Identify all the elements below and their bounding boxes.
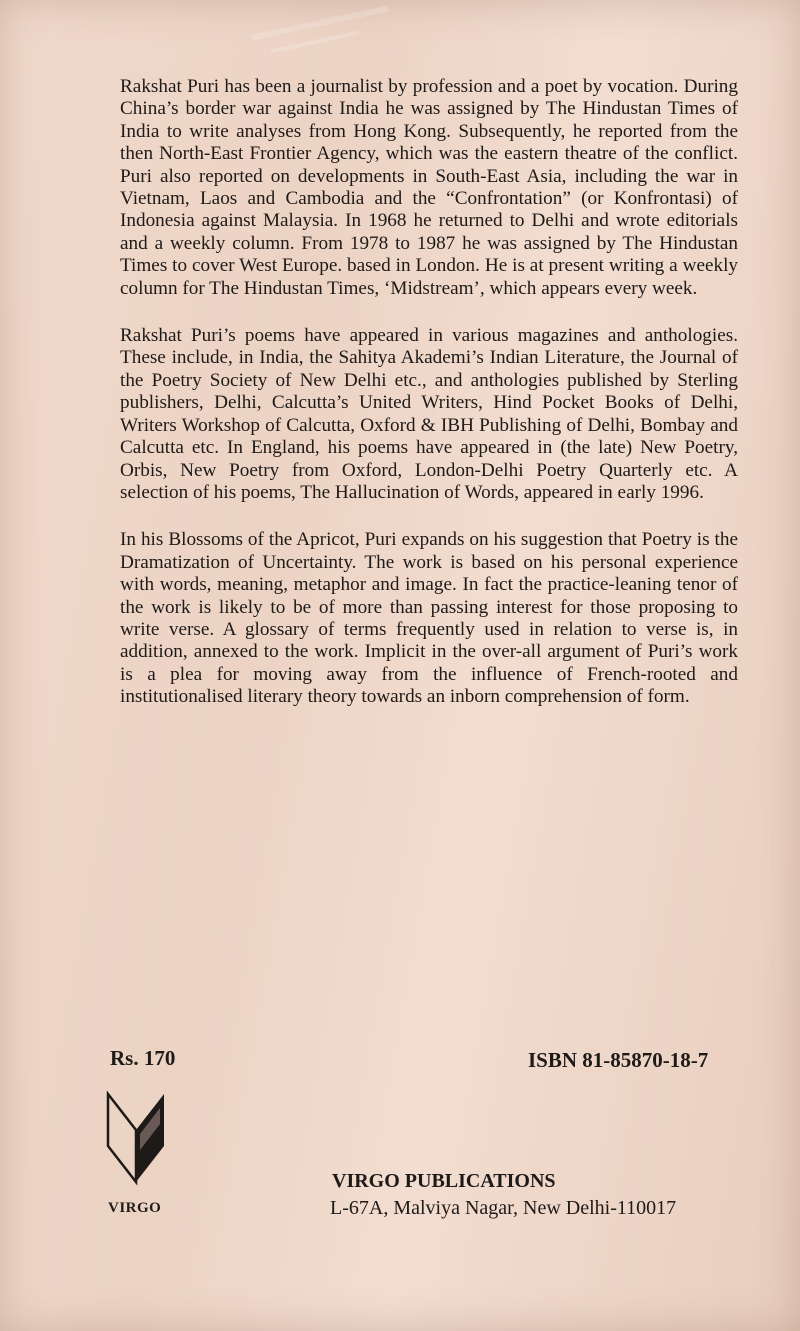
poems-paragraph: Rakshat Puri’s poems have appeared in various magazines and anthologies. These include, in India, the Sahitya Akademi’s Indian Literature, the Journal of the Poetry Society of New Delhi etc., and anthologies published by Sterling publishers, Delhi, Calcutta’s United Writers, Hind Pocket Books of Delhi, Writers Workshop of Calcutta, Oxford & IBH Publishing of Delhi, Bombay and Calcutta etc. In England, his poems have appeared in (the late) New Poetry, Orbis, New Poetry from Oxford, London-Delhi Poetry Quarterly etc. A selection of his poems, The Hallucination of Words, appeared in early 1996.	[120, 325, 738, 503]
author-blurb	[120, 76, 738, 734]
publisher-address: L-67A, Malviya Nagar, New Delhi-110017	[330, 1197, 677, 1219]
plastic-crease	[251, 6, 389, 41]
publisher-name: VIRGO PUBLICATIONS	[332, 1170, 556, 1192]
plastic-crease	[271, 31, 360, 54]
virgo-book-logo-icon	[106, 1090, 170, 1186]
logo-label: VIRGO	[108, 1200, 162, 1216]
isbn: ISBN 81-85870-18-7	[528, 1048, 709, 1072]
bio-paragraph: Rakshat Puri has been a journalist by profession and a poet by vocation. During China’s border war against India he was assigned by The Hindustan Times of India to write analyses from Hong Kong. Subsequently, he reported from the then North-East Frontier Agency, which was the eastern theatre of the conflict. Puri also reported on developments in South-East Asia, including the war in Vietnam, Laos and Cambodia and the “Confrontation” (or Konfrontasi) of Indonesia against Malaysia. In 1968 he returned to Delhi and wrote editorials and a weekly column. From 1978 to 1987 he was assigned by The Hindustan Times to cover West Europe. based in London. He is at present writing a weekly column for The Hindustan Times, ‘Midstream’, which appears every week.	[120, 76, 738, 299]
book-paragraph: In his Blossoms of the Apricot, Puri expands on his suggestion that Poetry is the Dramatization of Uncertainty. The work is based on his personal experience with words, meaning, metaphor and image. In fact the practice-leaning tenor of the work is likely to be of more than passing interest for those proposing to write verse. A glossary of terms frequently used in relation to verse is, in addition, annexed to the work. Implicit in the over-all argument of Puri’s work is a plea for moving away from the influence of French-rooted and institutionalised literary theory towards an inborn comprehension of form.	[120, 529, 738, 708]
price: Rs. 170	[110, 1046, 176, 1070]
